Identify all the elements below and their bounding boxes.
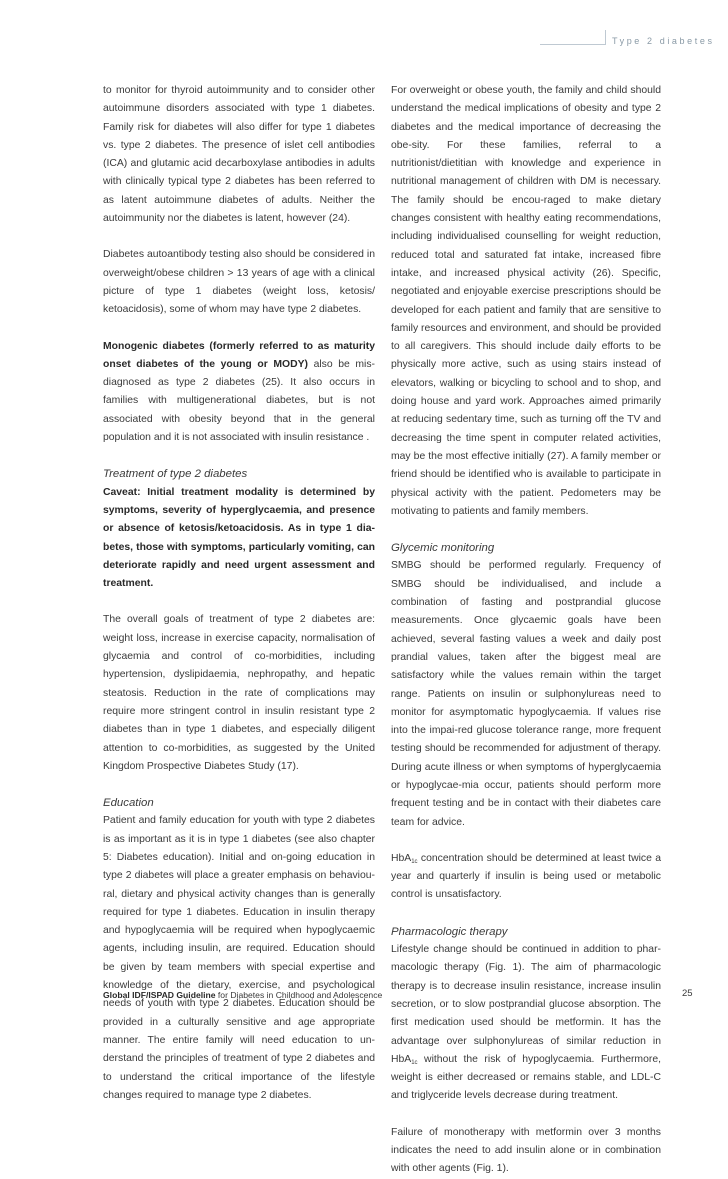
paragraph: [391, 850, 661, 905]
section-heading: Pharmacologic therapy: [391, 925, 508, 938]
section-heading: Education: [103, 797, 154, 810]
section-heading: Glycemic monitoring: [391, 542, 495, 555]
subscript: 1c: [411, 1059, 418, 1066]
footer-title-bold: Global IDF/ISPAD Guideline: [103, 990, 216, 1000]
header-rule: [540, 44, 605, 45]
paragraph: [391, 941, 661, 1106]
paragraph: [103, 338, 375, 448]
paragraph-text: also be mis-diagnosed as type 2 diabetes (25). It also occurs in families with multigenerational diabetes, but is not associated with obesity beyond that in the general population and it is not associated with insulin resistance .: [103, 358, 375, 444]
footer-title-rest: for Diabetes in Childhood and Adolescence: [215, 990, 383, 1000]
left-column: [103, 82, 375, 1105]
paragraph-text: Lifestyle change should be continued in addition to phar-macologic therapy (Fig. 1). The aim of pharmacologic therapy is to decrease insulin resistance, increase insulin secretion, or to slow postprandial glucose absorption. The first medication used should be metformin. It has the advantage over sulphonylureas of similar reduction in HbA: [391, 944, 661, 1065]
subscript: 1c: [411, 858, 418, 865]
paragraph: The overall goals of treatment of type 2 diabetes are: weight loss, increase in exercise capacity, normalisation of glycaemia and control of co-morbidities, including hypertension, dyslipidaemia, nephropathy, and hepatic steatosis. Reduction in the rate of complications may require more stringent control in insulin resistant type 2 diabetes than in type 1 diabetes, and especially diligent attention to co-morbidities, as suggested by the United Kingdom Prospective Diabetes Study (17).: [103, 614, 375, 772]
paragraph: Failure of monotherapy with metformin over 3 months indicates the need to add insulin alone or in combination with other agents (Fig. 1).: [391, 1126, 661, 1175]
paragraph-text: concentration should be determined at least twice a year and quarterly if insulin is being used or metabolic control is unsatisfactory.: [391, 852, 661, 901]
right-column: [391, 82, 661, 1179]
paragraph: Diabetes autoantibody testing also should be considered in overweight/obese children > 13 years of age with a clinical picture of type 1 diabetes (weight loss, ketosis/ ketoacidosis), some of whom may have type 2 diabetes.: [103, 249, 375, 316]
paragraph: For overweight or obese youth, the family and child should understand the medical implications of obesity and type 2 diabetes and the medical importance of decreasing the obe-sity. For these families, referral to a nutritionist/dietitian with knowledge and experience in nutritional management of children with DM is necessary. The family should be encou-raged to make dietary changes consistent with healthy eating recommendations, including individualised counselling for weight reduction, reduced total and saturated fat intake, increased fibre intake, and increased physical activity (26). Specific, negotiated and enjoyable exercise prescriptions should be developed for each patient and family that are sensitive to family resources and environment, and should be provided to all caregivers. This should include daily efforts to be physically more active, such as using stairs instead of elevators, walking or bicycling to school and to shop, and doing house and yard work. Approaches aimed primarily at reducing sedentary time, such as turning off the TV and decreasing the time spent in computer related activities, may be the most effective initially (27). A family member or friend should be identified who is available to participate in physical activity with the patient. Pedometers may be motivating to patients and family members.: [391, 85, 661, 517]
paragraph: Patient and family education for youth with type 2 diabetes is as important as it is in type 1 diabetes (see also chapter 5: Diabetes education). Initial and on-going education in type 2 diabetes will place a greater emphasis on behaviou-ral, dietary and physical activity changes than is generally required for type 1 diabetes. Education in insulin therapy and hypoglycaemia will be required when hypoglycaemic agents, including insulin, are required. Education should be given by team members with special expertise and knowledge of the dietary, exercise, and psychological needs of youth with type 2 diabetes. Education should be provided in a culturally sensitive and age appropriate manner. The entire family will need education to un-derstand the principles of treatment of type 2 diabetes and to understand the critical importance of the lifestyle changes required to manage type 2 diabetes.: [103, 815, 375, 1101]
running-header: Type 2 diabetes: [612, 36, 715, 46]
paragraph: to monitor for thyroid autoimmunity and to consider other autoimmune disorders associated with type 1 diabetes. Family risk for diabetes will also differ for type 1 diabetes vs. type 2 diabetes. The presence of islet cell antibodies (ICA) and glutamic acid decarboxylase antibodies in adults with clinically typical type 2 diabetes has been referred to as latent autoimmune diabetes of adults. Neither the autoimmunity nor the diabetes is latent, however (24).: [103, 85, 375, 225]
paragraph: SMBG should be performed regularly. Frequency of SMBG should be individualised, and include a combination of fasting and postprandial glucose measurements. Once glycaemic goals have been achieved, several fasting values a week and daily post prandial values, taken after the biggest meal are satisfactory while the values remain within the target range. Patients on insulin or sulphonylureas need to monitor for asymptomatic hypoglycaemia. If values rise into the impai-red glucose tolerance range, more frequent testing should be recommended for adjustment of therapy. During acute illness or when symptoms of hyperglycaemia or hypoglycae-mia occur, patients should perform more frequent testing and be in contact with their diabetes care team for advice.: [391, 560, 661, 828]
header-tick: [605, 30, 606, 45]
footer-title: [103, 990, 382, 1000]
paragraph-text: without the risk of hypoglycaemia. Furthermore, weight is either decreased or remains stable, and LDL-C and triglyceride levels decrease during treatment.: [391, 1053, 661, 1102]
page-number: 25: [682, 988, 693, 999]
bold-term: Monogenic diabetes (formerly referred to as maturity onset diabetes of the young or MODY): [103, 340, 375, 370]
caveat-text: Caveat: Initial treatment modality is determined by symptoms, severity of hyperglycaemia, and presence or absence of ketosis/ketoacidosis. As in type 1 dia-betes, those with symptoms, particularly vomiting, can deteriorate rapidly and need urgent assessment and treatment.: [103, 486, 375, 590]
section-heading: Treatment of type 2 diabetes: [103, 468, 248, 481]
paragraph-text: HbA: [391, 852, 412, 864]
